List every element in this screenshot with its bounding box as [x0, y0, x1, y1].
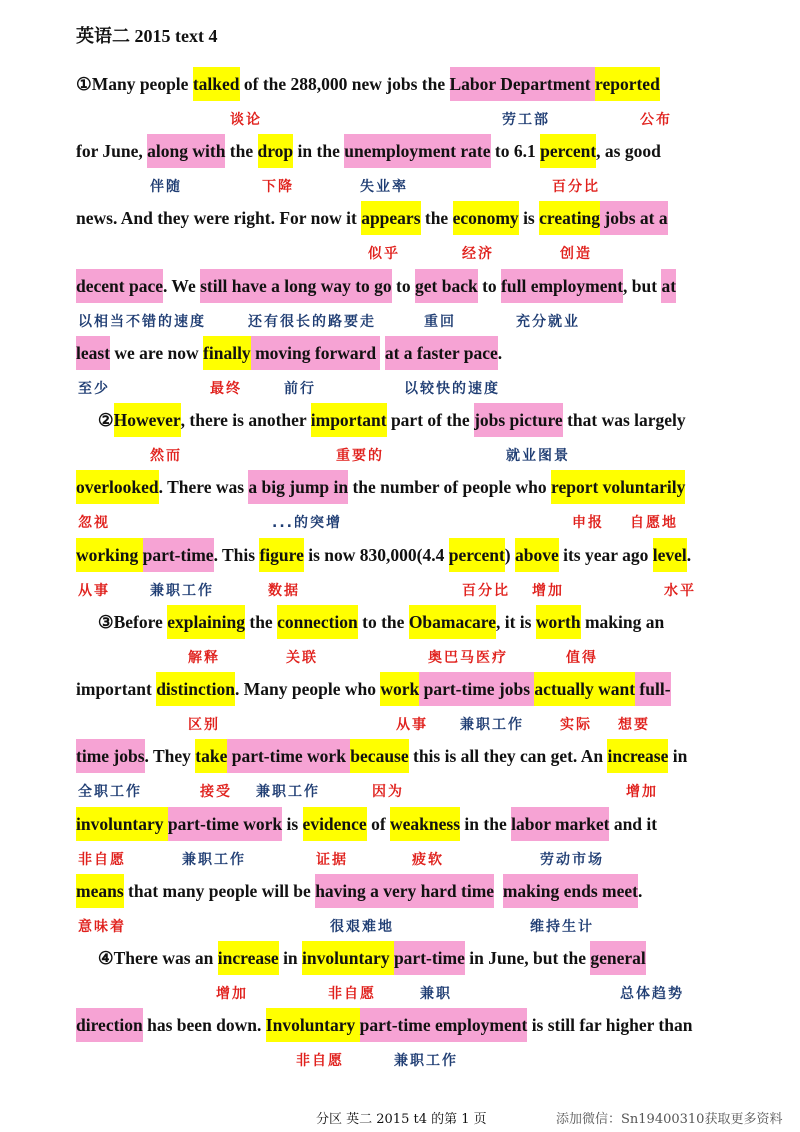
- highlighted-phrase: above: [515, 538, 559, 572]
- highlighted-phrase: moving forward: [251, 336, 381, 370]
- highlighted-phrase: at a faster pace: [385, 336, 498, 370]
- highlighted-phrase: get back: [415, 269, 478, 303]
- chinese-gloss: 下降: [262, 179, 294, 195]
- chinese-gloss: 区别: [188, 717, 220, 733]
- chinese-gloss: 谈论: [230, 112, 262, 128]
- text-segment: important: [76, 679, 157, 699]
- highlighted-phrase: connection: [277, 605, 358, 639]
- highlighted-phrase: economy: [453, 201, 519, 235]
- chinese-gloss: 非自愿: [78, 852, 126, 868]
- chinese-gloss: 经济: [462, 246, 494, 262]
- highlighted-phrase: having a very hard time: [315, 874, 494, 908]
- text-segment: this is all they can get. An: [408, 746, 608, 766]
- text-segment: . This: [213, 545, 260, 565]
- text-segment: . They: [144, 746, 196, 766]
- text-line: [76, 538, 760, 572]
- highlighted-phrase: labor market: [511, 807, 609, 841]
- text-segment: of: [366, 814, 391, 834]
- chinese-gloss: 从事: [396, 717, 428, 733]
- chinese-gloss: 增加: [626, 784, 658, 800]
- highlighted-phrase: full employment: [501, 269, 623, 303]
- text-segment: is still far higher than: [527, 1015, 693, 1035]
- chinese-gloss: ...的突增: [272, 515, 342, 531]
- highlighted-phrase: jobs picture: [474, 403, 563, 437]
- text-segment: that many people will be: [123, 881, 316, 901]
- highlighted-phrase: part-time: [143, 538, 214, 572]
- chinese-gloss: 水平: [664, 583, 696, 599]
- text-segment: . There was: [158, 477, 249, 497]
- chinese-gloss: 百分比: [552, 179, 600, 195]
- chinese-gloss: 以较快的速度: [404, 381, 500, 397]
- highlighted-phrase: least: [76, 336, 110, 370]
- chinese-gloss: 重回: [424, 314, 456, 330]
- highlighted-phrase: increase: [218, 941, 279, 975]
- highlighted-phrase: still have a long way to go: [200, 269, 392, 303]
- highlighted-phrase: finally: [203, 336, 251, 370]
- text-segment: is: [518, 208, 540, 228]
- chinese-gloss: 意味着: [78, 919, 126, 935]
- chinese-gloss: 兼职: [420, 986, 452, 1002]
- chinese-gloss: 值得: [566, 650, 598, 666]
- chinese-gloss: 失业率: [360, 179, 408, 195]
- chinese-gloss: 还有很长的路要走: [248, 314, 376, 330]
- highlighted-phrase: part-time employment: [360, 1008, 528, 1042]
- text-segment: .: [686, 545, 692, 565]
- highlighted-phrase: general: [590, 941, 645, 975]
- chinese-gloss: 非自愿: [328, 986, 376, 1002]
- chinese-gloss: 从事: [78, 583, 110, 599]
- text-line: [76, 269, 760, 303]
- highlighted-phrase: Labor Department: [450, 67, 596, 101]
- chinese-gloss: 劳工部: [502, 112, 550, 128]
- text-segment: to the: [357, 612, 409, 632]
- text-segment: .: [637, 881, 643, 901]
- chinese-gloss: 充分就业: [516, 314, 580, 330]
- highlighted-phrase: involuntary: [76, 807, 168, 841]
- chinese-gloss: 申报: [572, 515, 604, 531]
- highlighted-phrase: part-time jobs: [419, 672, 534, 706]
- text-line: [76, 605, 760, 639]
- text-segment: to 6.1: [490, 141, 541, 161]
- highlighted-phrase: Obamacare: [409, 605, 496, 639]
- highlighted-phrase: part-time work: [168, 807, 282, 841]
- watermark-footer: 添加微信：Sn19400310获取更多资料: [556, 1112, 783, 1127]
- text-line: [76, 336, 760, 370]
- chinese-gloss: 百分比: [462, 583, 510, 599]
- highlighted-phrase: actually want: [534, 672, 635, 706]
- chinese-gloss: 实际: [560, 717, 592, 733]
- text-segment: to: [391, 276, 415, 296]
- chinese-gloss: 公布: [640, 112, 672, 128]
- text-line: [76, 470, 760, 504]
- text-segment: , it is: [495, 612, 536, 632]
- highlighted-phrase: work: [380, 672, 419, 706]
- text-segment: we are now: [110, 343, 204, 363]
- highlighted-phrase: overlooked: [76, 470, 159, 504]
- highlighted-phrase: appears: [361, 201, 420, 235]
- highlighted-phrase: weakness: [390, 807, 460, 841]
- highlighted-phrase: part-time work: [227, 739, 350, 773]
- text-line: [76, 67, 760, 101]
- chinese-gloss: 很艰难地: [330, 919, 394, 935]
- highlighted-phrase: creating: [539, 201, 600, 235]
- highlighted-phrase: take: [195, 739, 227, 773]
- highlighted-phrase: full-: [635, 672, 671, 706]
- text-segment: the: [420, 208, 453, 228]
- highlighted-phrase: level: [653, 538, 687, 572]
- highlighted-phrase: means: [76, 874, 124, 908]
- highlighted-phrase: reported: [595, 67, 660, 101]
- text-segment: . Many people who: [234, 679, 381, 699]
- chinese-gloss: 兼职工作: [394, 1053, 458, 1069]
- chinese-gloss: 关联: [286, 650, 318, 666]
- text-segment: part of the: [386, 410, 475, 430]
- text-line: [76, 403, 760, 437]
- highlighted-phrase: percent: [540, 134, 596, 168]
- chinese-gloss: 奥巴马医疗: [428, 650, 508, 666]
- chinese-gloss: 似乎: [368, 246, 400, 262]
- text-line: [76, 807, 760, 841]
- highlighted-phrase: time jobs: [76, 739, 145, 773]
- text-segment: the: [245, 612, 278, 632]
- highlighted-phrase: worth: [536, 605, 581, 639]
- text-segment: ③Before: [76, 612, 168, 632]
- chinese-gloss: 自愿地: [630, 515, 678, 531]
- highlighted-phrase: along with: [147, 134, 225, 168]
- highlighted-phrase: figure: [259, 538, 303, 572]
- highlighted-phrase: because: [350, 739, 408, 773]
- chinese-gloss: 维持生计: [530, 919, 594, 935]
- chinese-gloss: 证据: [316, 852, 348, 868]
- page-footer: 分区 英二 2015 t4 的第 1 页: [316, 1112, 487, 1127]
- highlighted-phrase: report voluntarily: [551, 470, 685, 504]
- text-segment: in June, but the: [464, 948, 591, 968]
- chinese-gloss: 然而: [150, 448, 182, 464]
- highlighted-phrase: at: [661, 269, 676, 303]
- highlighted-phrase: important: [311, 403, 387, 437]
- text-segment: news. And they were right. For now it: [76, 208, 362, 228]
- highlighted-phrase: percent: [449, 538, 505, 572]
- text-segment: , but: [623, 276, 662, 296]
- text-segment: . We: [163, 276, 201, 296]
- chinese-gloss: 总体趋势: [620, 986, 684, 1002]
- text-segment: ): [504, 545, 515, 565]
- text-line: [76, 672, 760, 706]
- chinese-gloss: 因为: [372, 784, 404, 800]
- chinese-gloss: 接受: [200, 784, 232, 800]
- highlighted-phrase: However: [114, 403, 181, 437]
- text-segment: .: [497, 343, 503, 363]
- text-segment: has been down.: [142, 1015, 266, 1035]
- text-segment: is: [282, 814, 303, 834]
- text-segment: and it: [609, 814, 658, 834]
- text-line: [76, 941, 760, 975]
- highlighted-phrase: talked: [193, 67, 240, 101]
- chinese-gloss: 全职工作: [78, 784, 142, 800]
- document-title: 英语二 2015 text 4: [76, 26, 218, 46]
- text-segment: the number of people who: [348, 477, 551, 497]
- chinese-gloss: 兼职工作: [182, 852, 246, 868]
- text-segment: of the 288,000 new jobs the: [239, 74, 450, 94]
- chinese-gloss: 至少: [78, 381, 110, 397]
- text-segment: for June,: [76, 141, 148, 161]
- highlighted-phrase: drop: [258, 134, 294, 168]
- chinese-gloss: 忽视: [78, 515, 110, 531]
- text-segment: ④There was an: [76, 948, 218, 968]
- chinese-gloss: 数据: [268, 583, 300, 599]
- chinese-gloss: 想要: [618, 717, 650, 733]
- highlighted-phrase: working: [76, 538, 143, 572]
- highlighted-phrase: Involuntary: [266, 1008, 360, 1042]
- text-segment: ①Many people: [76, 74, 193, 94]
- text-line: [76, 874, 760, 908]
- highlighted-phrase: increase: [607, 739, 668, 773]
- text-line: [76, 201, 760, 235]
- chinese-gloss: 解释: [188, 650, 220, 666]
- text-segment: , there is another: [180, 410, 311, 430]
- highlighted-phrase: explaining: [167, 605, 245, 639]
- text-line: [76, 1008, 760, 1042]
- chinese-gloss: 前行: [284, 381, 316, 397]
- highlighted-phrase: decent pace: [76, 269, 163, 303]
- text-segment: in the: [460, 814, 512, 834]
- chinese-gloss: 兼职工作: [150, 583, 214, 599]
- chinese-gloss: 疲软: [412, 852, 444, 868]
- highlighted-phrase: evidence: [303, 807, 367, 841]
- highlighted-phrase: part-time: [394, 941, 465, 975]
- chinese-gloss: 增加: [532, 583, 564, 599]
- text-segment: the: [225, 141, 258, 161]
- highlighted-phrase: direction: [76, 1008, 143, 1042]
- chinese-gloss: 以相当不错的速度: [78, 314, 206, 330]
- text-segment: , as good: [596, 141, 661, 161]
- text-segment: ②: [76, 410, 114, 430]
- text-line: [76, 739, 760, 773]
- highlighted-phrase: involuntary: [302, 941, 394, 975]
- text-segment: making an: [580, 612, 665, 632]
- highlighted-phrase: making ends meet: [503, 874, 638, 908]
- chinese-gloss: 最终: [210, 381, 242, 397]
- chinese-gloss: 重要的: [336, 448, 384, 464]
- text-segment: its year ago: [558, 545, 653, 565]
- text-segment: to: [477, 276, 502, 296]
- chinese-gloss: 创造: [560, 246, 592, 262]
- highlighted-phrase: a big jump in: [248, 470, 348, 504]
- text-segment: in: [668, 746, 688, 766]
- highlighted-phrase: jobs at a: [600, 201, 668, 235]
- text-segment: is now 830,000(4.4: [303, 545, 449, 565]
- chinese-gloss: 就业图景: [506, 448, 570, 464]
- text-segment: that was largely: [562, 410, 686, 430]
- chinese-gloss: 增加: [216, 986, 248, 1002]
- highlighted-phrase: distinction: [156, 672, 235, 706]
- text-segment: [494, 874, 503, 908]
- text-line: [76, 134, 760, 168]
- highlighted-phrase: unemployment rate: [344, 134, 490, 168]
- text-segment: in: [278, 948, 303, 968]
- chinese-gloss: 劳动市场: [540, 852, 604, 868]
- chinese-gloss: 兼职工作: [460, 717, 524, 733]
- chinese-gloss: 伴随: [150, 179, 182, 195]
- text-segment: in the: [293, 141, 345, 161]
- chinese-gloss: 兼职工作: [256, 784, 320, 800]
- chinese-gloss: 非自愿: [296, 1053, 344, 1069]
